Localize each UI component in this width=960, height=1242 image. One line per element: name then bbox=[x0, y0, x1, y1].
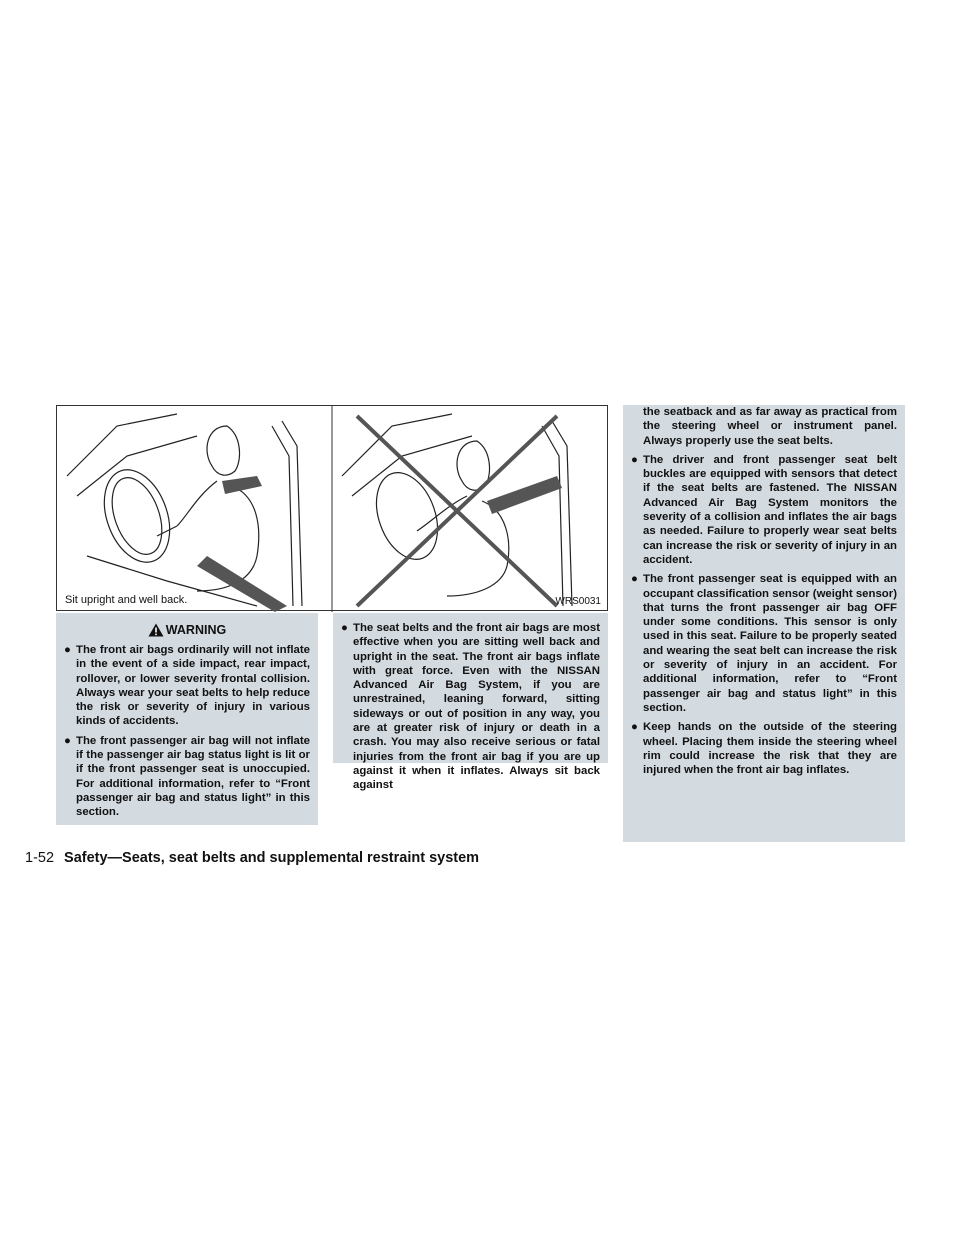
bullet-icon: ● bbox=[64, 734, 71, 747]
continued-text: the seatback and as far away as practical from the steering wheel or instrument panel. Always properly use the seat belts. bbox=[643, 406, 897, 447]
page-number: 1-52 bbox=[25, 850, 55, 866]
warning-heading bbox=[64, 623, 310, 637]
bullet-icon: ● bbox=[631, 721, 638, 734]
bullet-icon: ● bbox=[64, 644, 71, 656]
warning-list-1 bbox=[64, 643, 310, 820]
bullet-icon: ● bbox=[631, 573, 638, 586]
list-item: ● The front air bags ordinarily will not inflate in the event of a side impact, rear impact, rollover, or lower severity frontal collision. Always wear your seat belts to help reduce the risk or severity of injury in various kinds of accidents. bbox=[64, 644, 310, 728]
figure-code: WRS0031 bbox=[555, 596, 601, 607]
warning-list-2 bbox=[341, 621, 600, 793]
warning-triangle-icon bbox=[148, 623, 164, 637]
list-item: ● The front passenger air bag will not inflate if the passenger air bag status light is lit or if the front passenger seat is unoccupied. For additional information, refer to “Front passenger air bag and status light” in this section. bbox=[64, 734, 310, 819]
list-item: ● The driver and front passenger seat belt buckles are equipped with sensors that detect if the seat belts are fastened. The NISSAN Advanced Air Bag System monitors the severity of a collision and inflates the air bags as needed. Failure to properly wear seat belts can increase the risk or severity of injury in an accident. bbox=[631, 453, 897, 566]
bullet-icon: ● bbox=[631, 453, 638, 466]
section-title: Safety—Seats, seat belts and supplemental restraint system bbox=[64, 850, 480, 866]
correct-posture-drawing bbox=[67, 414, 302, 606]
warning-list-3 bbox=[631, 453, 897, 778]
warning-box-column-2 bbox=[333, 613, 608, 792]
page-footer bbox=[25, 850, 479, 866]
illustration-figure bbox=[56, 405, 608, 611]
list-item: ● The front passenger seat is equipped with an occupant classification sensor (weight sensor) that turns the front passenger air bag OFF under some conditions. This sensor is only used in this seat. Failure to be properly seated and wearing the seat belt can increase the risk or severity of injury in an accident. For additional information, refer to “Front passenger air bag and status light” in this section. bbox=[631, 573, 897, 714]
list-item: ● Keep hands on the outside of the steering wheel. Placing them inside the steering wheel rim could increase the risk that they are injured when the front air bag inflates. bbox=[631, 721, 897, 777]
warning-box-column-1 bbox=[56, 613, 318, 825]
figure-caption: Sit upright and well back. bbox=[65, 594, 188, 606]
seating-illustration bbox=[57, 406, 609, 612]
warning-heading-text: WARNING bbox=[165, 623, 227, 637]
bullet-icon: ● bbox=[341, 622, 348, 634]
list-item: ● The seat belts and the front air bags are most effective when you are sitting well back and upright in the seat. The front air bags inflate with great force. Even with the NISSAN Advanced Air Bag System, if you are unrestrained, leaning forward, sitting sideways or out of position in any way, you are at greater risk of injury or death in a crash. You may also receive serious or fatal injuries from the front air bag if you are up against it when it inflates. Always sit back against bbox=[341, 622, 600, 792]
warning-box-column-3 bbox=[623, 405, 905, 842]
